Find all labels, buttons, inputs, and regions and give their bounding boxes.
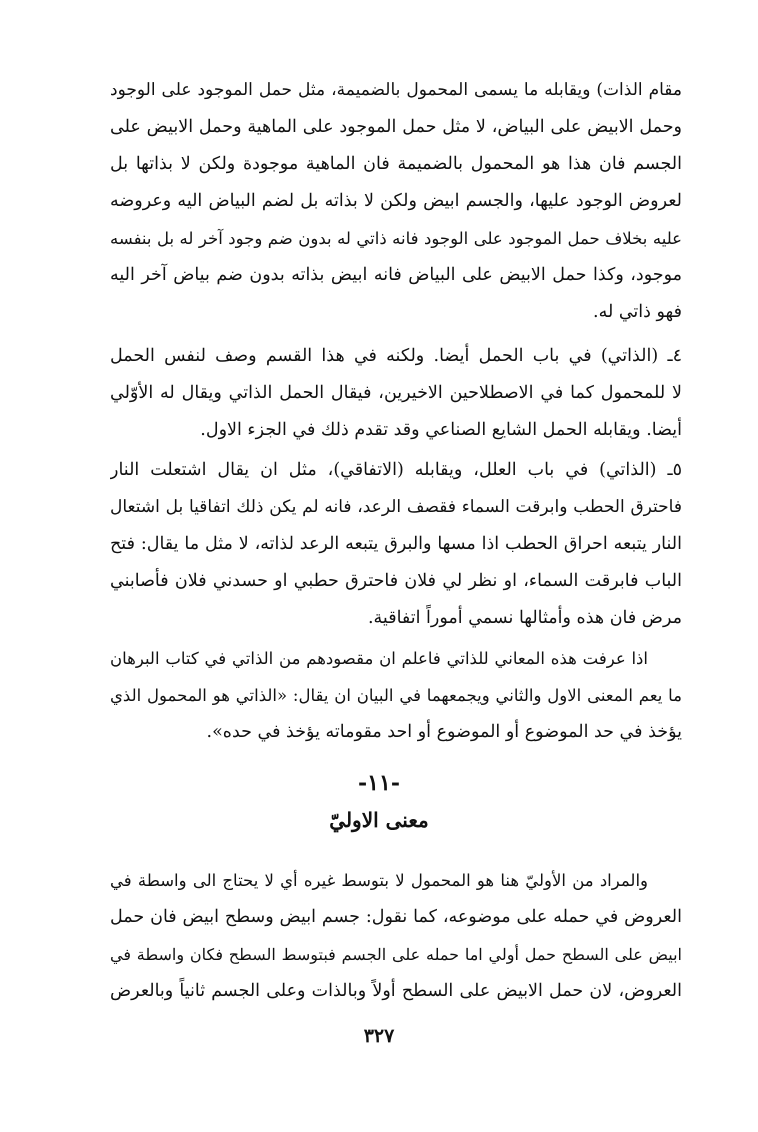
text-line: ما يعم المعنى الاول والثاني ويجمعهما في البيان ان يقال: «الذاتي هو المحمول الذي [110, 686, 682, 705]
text-line: لعروض الوجود عليها، والجسم ابيض ولكن لا بذاته بل لضم البياض اليه وعروضه [110, 191, 682, 211]
text-line: النار يتبعه احراق الحطب اذا مسها والبرق يتبعه الرعد لذاته، لا مثل ما يقال: فتح [110, 534, 682, 554]
text-line: ٥ـ (الذاتي) في باب العلل، ويقابله (الاتفاقي)، مثل ان يقال اشتعلت النار [110, 460, 682, 480]
text-line: عليه بخلاف حمل الموجود على الوجود فانه ذاتي له بدون ضم وجود آخر له بل بنفسه [110, 229, 682, 248]
section-title: معنى الاوليّ [329, 808, 429, 832]
text-line: العروض، لان حمل الابيض على السطح أولاً وبالذات وعلى الجسم ثانياً وبالعرض [110, 981, 682, 1001]
text-line: مقام الذات) ويقابله ما يسمى المحمول بالضميمة، مثل حمل الموجود على الوجود [110, 80, 682, 100]
text-line: العروض في حمله على موضوعه، كما نقول: جسم ابيض وسطح ابيض فان حمل [110, 907, 682, 927]
text-line: فهو ذاتي له. [593, 302, 682, 322]
text-line: ٤ـ (الذاتي) في باب الحمل أيضا. ولكنه في هذا القسم وصف لنفس الحمل [110, 346, 682, 366]
text-line: مرض فان هذه وأمثالها نسمي أموراً اتفاقية. [367, 608, 682, 628]
paragraph-5 [110, 862, 682, 1010]
text-line: أيضا. ويقابله الحمل الشايع الصناعي وقد تقدم ذلك في الجزء الاول. [200, 420, 682, 440]
paragraph-2 [110, 338, 682, 449]
text-line: لا للمحمول كما في الاصطلاحين الاخيرين، فيقال الحمل الذاتي ويقال له الأوّلي [110, 383, 682, 403]
paragraph-3 [110, 452, 682, 637]
text-line: وحمل الابيض على البياض، لا مثل حمل الموجود على الماهية وحمل الابيض على [110, 117, 682, 137]
section-number: -١١- [358, 770, 400, 796]
text-line: الباب فابرقت السماء، او نظر لي فلان فاحترق حطبي او حسدني فلان فأصابني [110, 571, 682, 591]
text-line: اذا عرفت هذه المعاني للذاتي فاعلم ان مقصودهم من الذاتي في كتاب البرهان [110, 649, 648, 668]
paragraph-1 [110, 72, 682, 331]
text-line: موجود، وكذا حمل الابيض على البياض فانه ابيض بذاته بدون ضم بياض آخر اليه [110, 265, 682, 285]
text-line: يؤخذ في حد الموضوع أو الموضوع أو احد مقوماته يؤخذ في حده». [206, 722, 682, 742]
text-line: ابيض على السطح حمل أولي اما حمله على الجسم فبتوسط السطح فكان واسطة في [110, 945, 682, 964]
page-number: ٣٢٧ [363, 1025, 395, 1047]
text-line: الجسم فان هذا هو المحمول بالضميمة فان الماهية موجودة ولكن لا بذاتها بل [110, 154, 682, 174]
text-line: والمراد من الأوليّ هنا هو المحمول لا بتوسط غيره أي لا يحتاج الى واسطة في [110, 871, 648, 890]
text-line: فاحترق الحطب وابرقت السماء فقصف الرعد، فانه لم يكن ذلك اتفاقيا بل اشتعال [110, 497, 682, 517]
paragraph-4 [110, 640, 682, 751]
